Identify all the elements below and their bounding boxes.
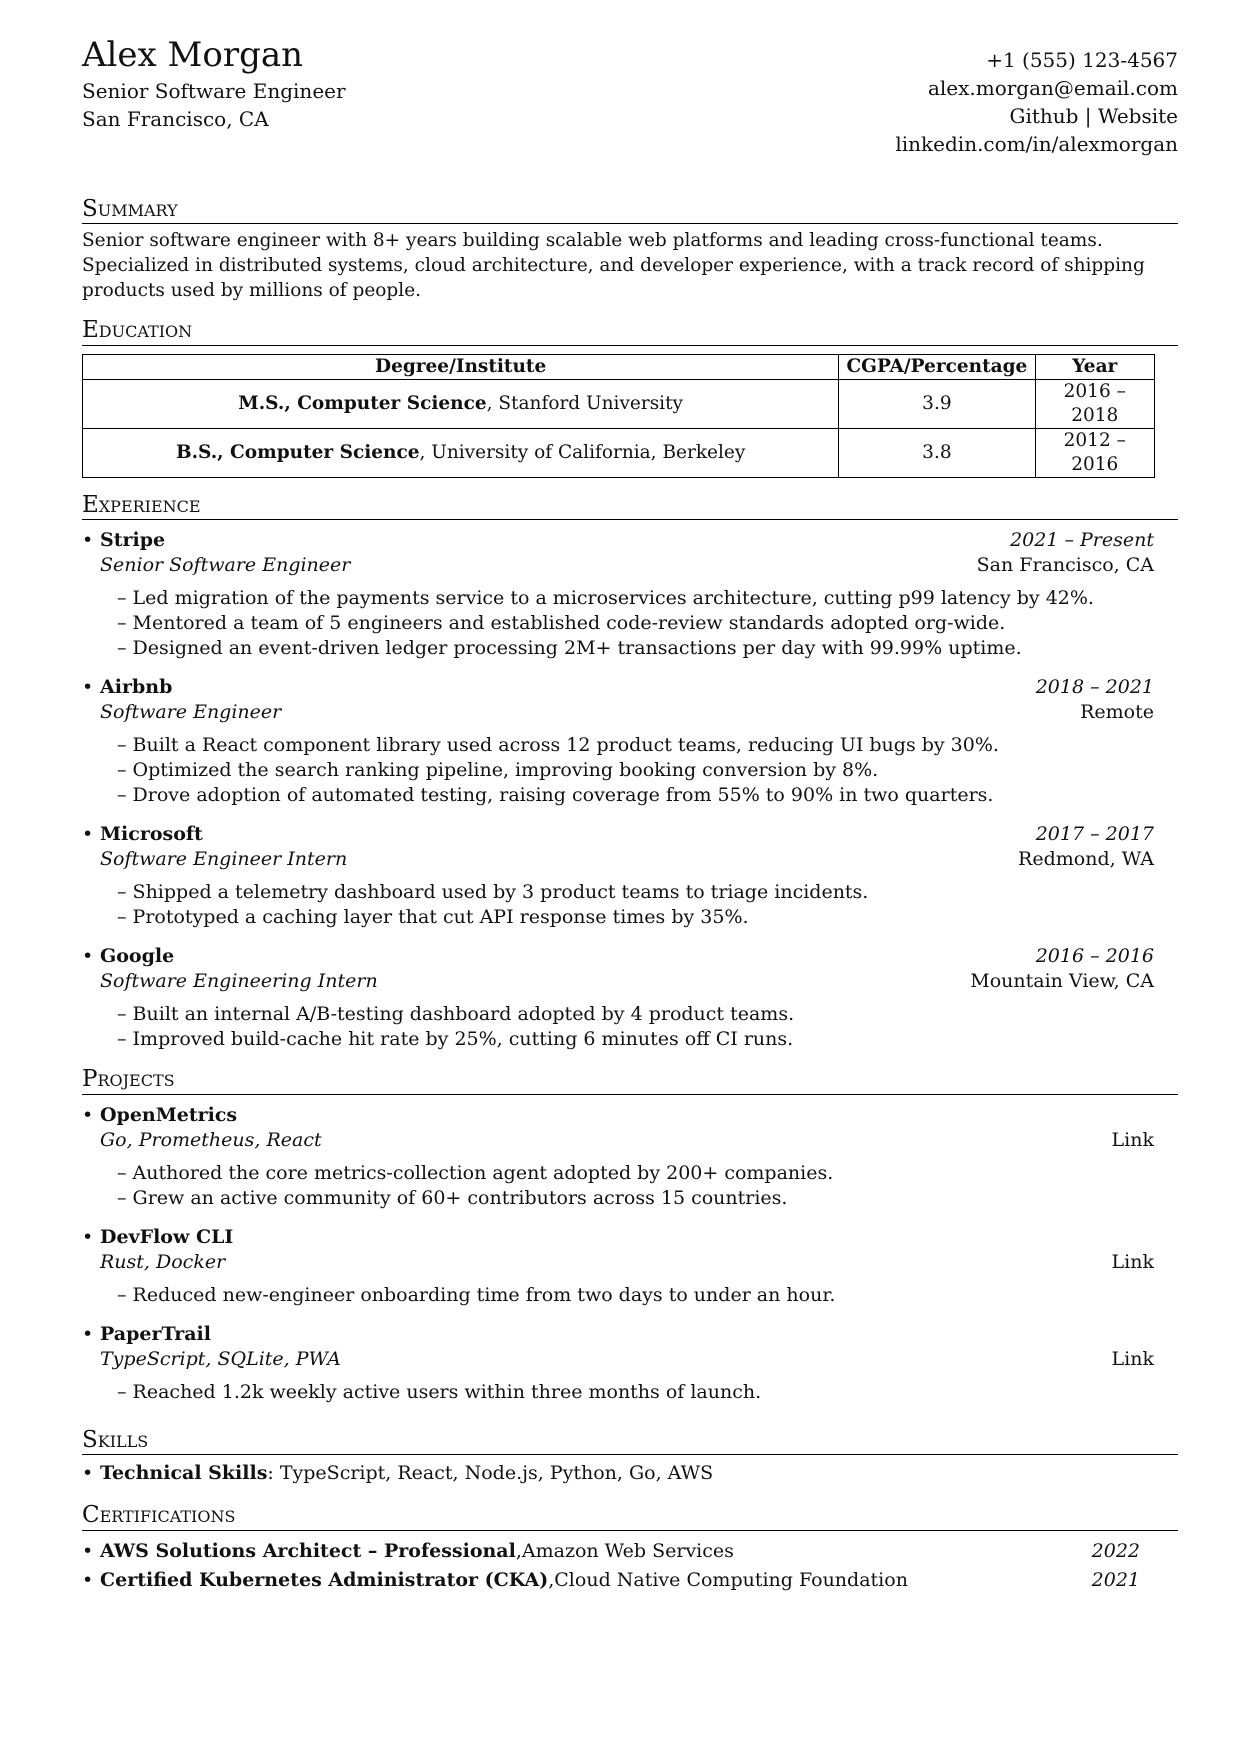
job-role: Software Engineering Intern [100,970,378,993]
summary-text: Senior software engineer with 8+ years building scalable web platforms and leading cross-functional teams. Specialized in distributed systems, cloud architecture, and developer experience, with a track record of shipping products used by millions of people. [82,230,1145,302]
col-degree-institute: Degree/Institute [83,354,839,379]
project-entry [82,1225,1178,1308]
entry-dates: 2021 – Present [1010,529,1154,552]
resume-header [82,36,1178,158]
institute-name: , Stanford University [486,392,683,414]
list-item: – Reached 1.2k weekly active users within three months of launch. [117,1380,1178,1405]
cert-year: 2021 [1091,1568,1140,1591]
project-entry [82,1322,1178,1405]
entry-dates: 2018 – 2021 [1035,676,1154,699]
job-location: Remote [1080,701,1154,724]
experience-entry [82,675,1178,808]
job-role: Senior Software Engineer [100,554,351,577]
job-location: San Francisco, CA [976,554,1154,577]
bullet-icon: • [82,1103,94,1126]
col-year: Year [1035,354,1154,379]
project-tech: Go, Prometheus, React [100,1128,322,1151]
cert-year: 2022 [1091,1539,1140,1562]
experience-entry [82,944,1178,1052]
degree-cell [83,379,839,428]
header-left [82,36,346,133]
bullet-icon: • [82,1462,94,1485]
projects-heading: Projects [82,1066,1178,1094]
experience-list [82,528,1178,1052]
project-entry [82,1103,1178,1211]
achievement-list [82,1380,1178,1405]
skills-label: Technical Skills [100,1462,268,1485]
achievement-list [82,880,1178,930]
candidate-location: San Francisco, CA [82,107,269,132]
bullet-icon: • [82,1568,94,1591]
project-link[interactable]: Link [1111,1250,1154,1273]
certifications-heading: Certifications [82,1502,1178,1530]
skills-value: : TypeScript, React, Node.js, Python, Go, AWS [267,1462,714,1485]
company-name: Stripe [100,529,166,552]
company-name: Google [100,945,175,968]
col-cgpa: CGPA/Percentage [839,354,1035,379]
summary-heading: Summary [82,196,1178,224]
experience-heading: Experience [82,492,1178,520]
project-link[interactable]: Link [1111,1347,1154,1370]
bullet-icon: • [82,945,94,968]
contact-phone[interactable]: +1 (555) 123-4567 [986,48,1178,72]
list-item: – Mentored a team of 5 engineers and established code-review standards adopted org-wide. [117,611,1178,636]
list-item: – Shipped a telemetry dashboard used by 3 product teams to triage incidents. [117,880,1178,905]
institute-name: , University of California, Berkeley [419,441,746,463]
year-cell: 2012 – 2016 [1035,428,1154,477]
list-item: – Optimized the search ranking pipeline, improving booking conversion by 8%. [117,758,1178,783]
contact-info [895,46,1178,158]
list-item: – Prototyped a caching layer that cut API response times by 35%. [117,905,1178,930]
cert-issuer: ,Amazon Web Services [515,1539,734,1562]
list-item: – Drove adoption of automated testing, raising coverage from 55% to 90% in two quarters. [117,783,1178,808]
list-item: – Reduced new-engineer onboarding time from two days to under an hour. [117,1283,1178,1308]
bullet-icon: • [82,1539,94,1562]
table-row [83,428,1155,477]
achievement-list [82,1161,1178,1211]
year-cell: 2016 – 2018 [1035,379,1154,428]
list-item: – Designed an event-driven ledger processing 2M+ transactions per day with 99.99% uptime. [117,636,1178,661]
degree-cell [83,428,839,477]
bullet-icon: • [82,676,94,699]
achievement-list [82,586,1178,661]
project-name: OpenMetrics [100,1103,238,1126]
company-name: Airbnb [100,676,173,699]
certifications-list [82,1537,1178,1595]
bullet-icon: • [82,1322,94,1345]
job-role: Software Engineer Intern [100,848,348,871]
projects-list [82,1103,1178,1405]
project-tech: Rust, Docker [100,1250,226,1273]
table-row [83,379,1155,428]
list-item: – Grew an active community of 60+ contributors across 15 countries. [117,1186,1178,1211]
bullet-icon: • [82,823,94,846]
degree-name: B.S., Computer Science [175,441,420,463]
entry-dates: 2017 – 2017 [1035,823,1154,846]
contact-email[interactable]: alex.morgan@email.com [927,76,1178,100]
list-item [82,1537,1178,1566]
list-item: – Improved build-cache hit rate by 25%, cutting 6 minutes off CI runs. [117,1027,1178,1052]
bullet-icon: • [82,1225,94,1248]
experience-entry [82,528,1178,661]
project-name: DevFlow CLI [100,1225,234,1248]
score-cell: 3.8 [839,428,1035,477]
achievement-list [82,1002,1178,1052]
list-item [82,1566,1178,1595]
entry-dates: 2016 – 2016 [1035,945,1154,968]
resume-page [82,36,1178,1595]
list-item: – Built an internal A/B-testing dashboard adopted by 4 product teams. [117,1002,1178,1027]
candidate-title: Senior Software Engineer [82,79,346,104]
cert-issuer: ,Cloud Native Computing Foundation [548,1568,908,1591]
score-cell: 3.9 [839,379,1035,428]
candidate-name: Alex Morgan [82,35,303,75]
project-name: PaperTrail [100,1322,211,1345]
project-link[interactable]: Link [1111,1128,1154,1151]
degree-name: M.S., Computer Science [238,392,487,414]
bullet-icon: • [82,529,94,552]
company-name: Microsoft [100,823,203,846]
skills-heading: Skills [82,1427,1178,1455]
cert-name: AWS Solutions Architect – Professional [100,1539,516,1562]
job-role: Software Engineer [100,701,282,724]
achievement-list [82,1283,1178,1308]
education-table [82,354,1155,478]
cert-name: Certified Kubernetes Administrator (CKA) [100,1568,549,1591]
experience-entry [82,822,1178,930]
skills-line [82,1461,1178,1486]
education-header-row [83,354,1155,379]
job-location: Mountain View, CA [970,970,1154,993]
project-tech: TypeScript, SQLite, PWA [100,1347,341,1370]
list-item: – Built a React component library used across 12 product teams, reducing UI bugs by 30%. [117,733,1178,758]
contact-links[interactable]: Github | Website [1009,104,1178,128]
list-item: – Led migration of the payments service to a microservices architecture, cutting p99 latency by 42%. [117,586,1178,611]
job-location: Redmond, WA [1018,848,1154,871]
list-item: – Authored the core metrics-collection agent adopted by 200+ companies. [117,1161,1178,1186]
contact-linkedin[interactable]: linkedin.com/in/alexmorgan [895,132,1178,156]
achievement-list [82,733,1178,808]
education-heading: Education [82,317,1178,345]
